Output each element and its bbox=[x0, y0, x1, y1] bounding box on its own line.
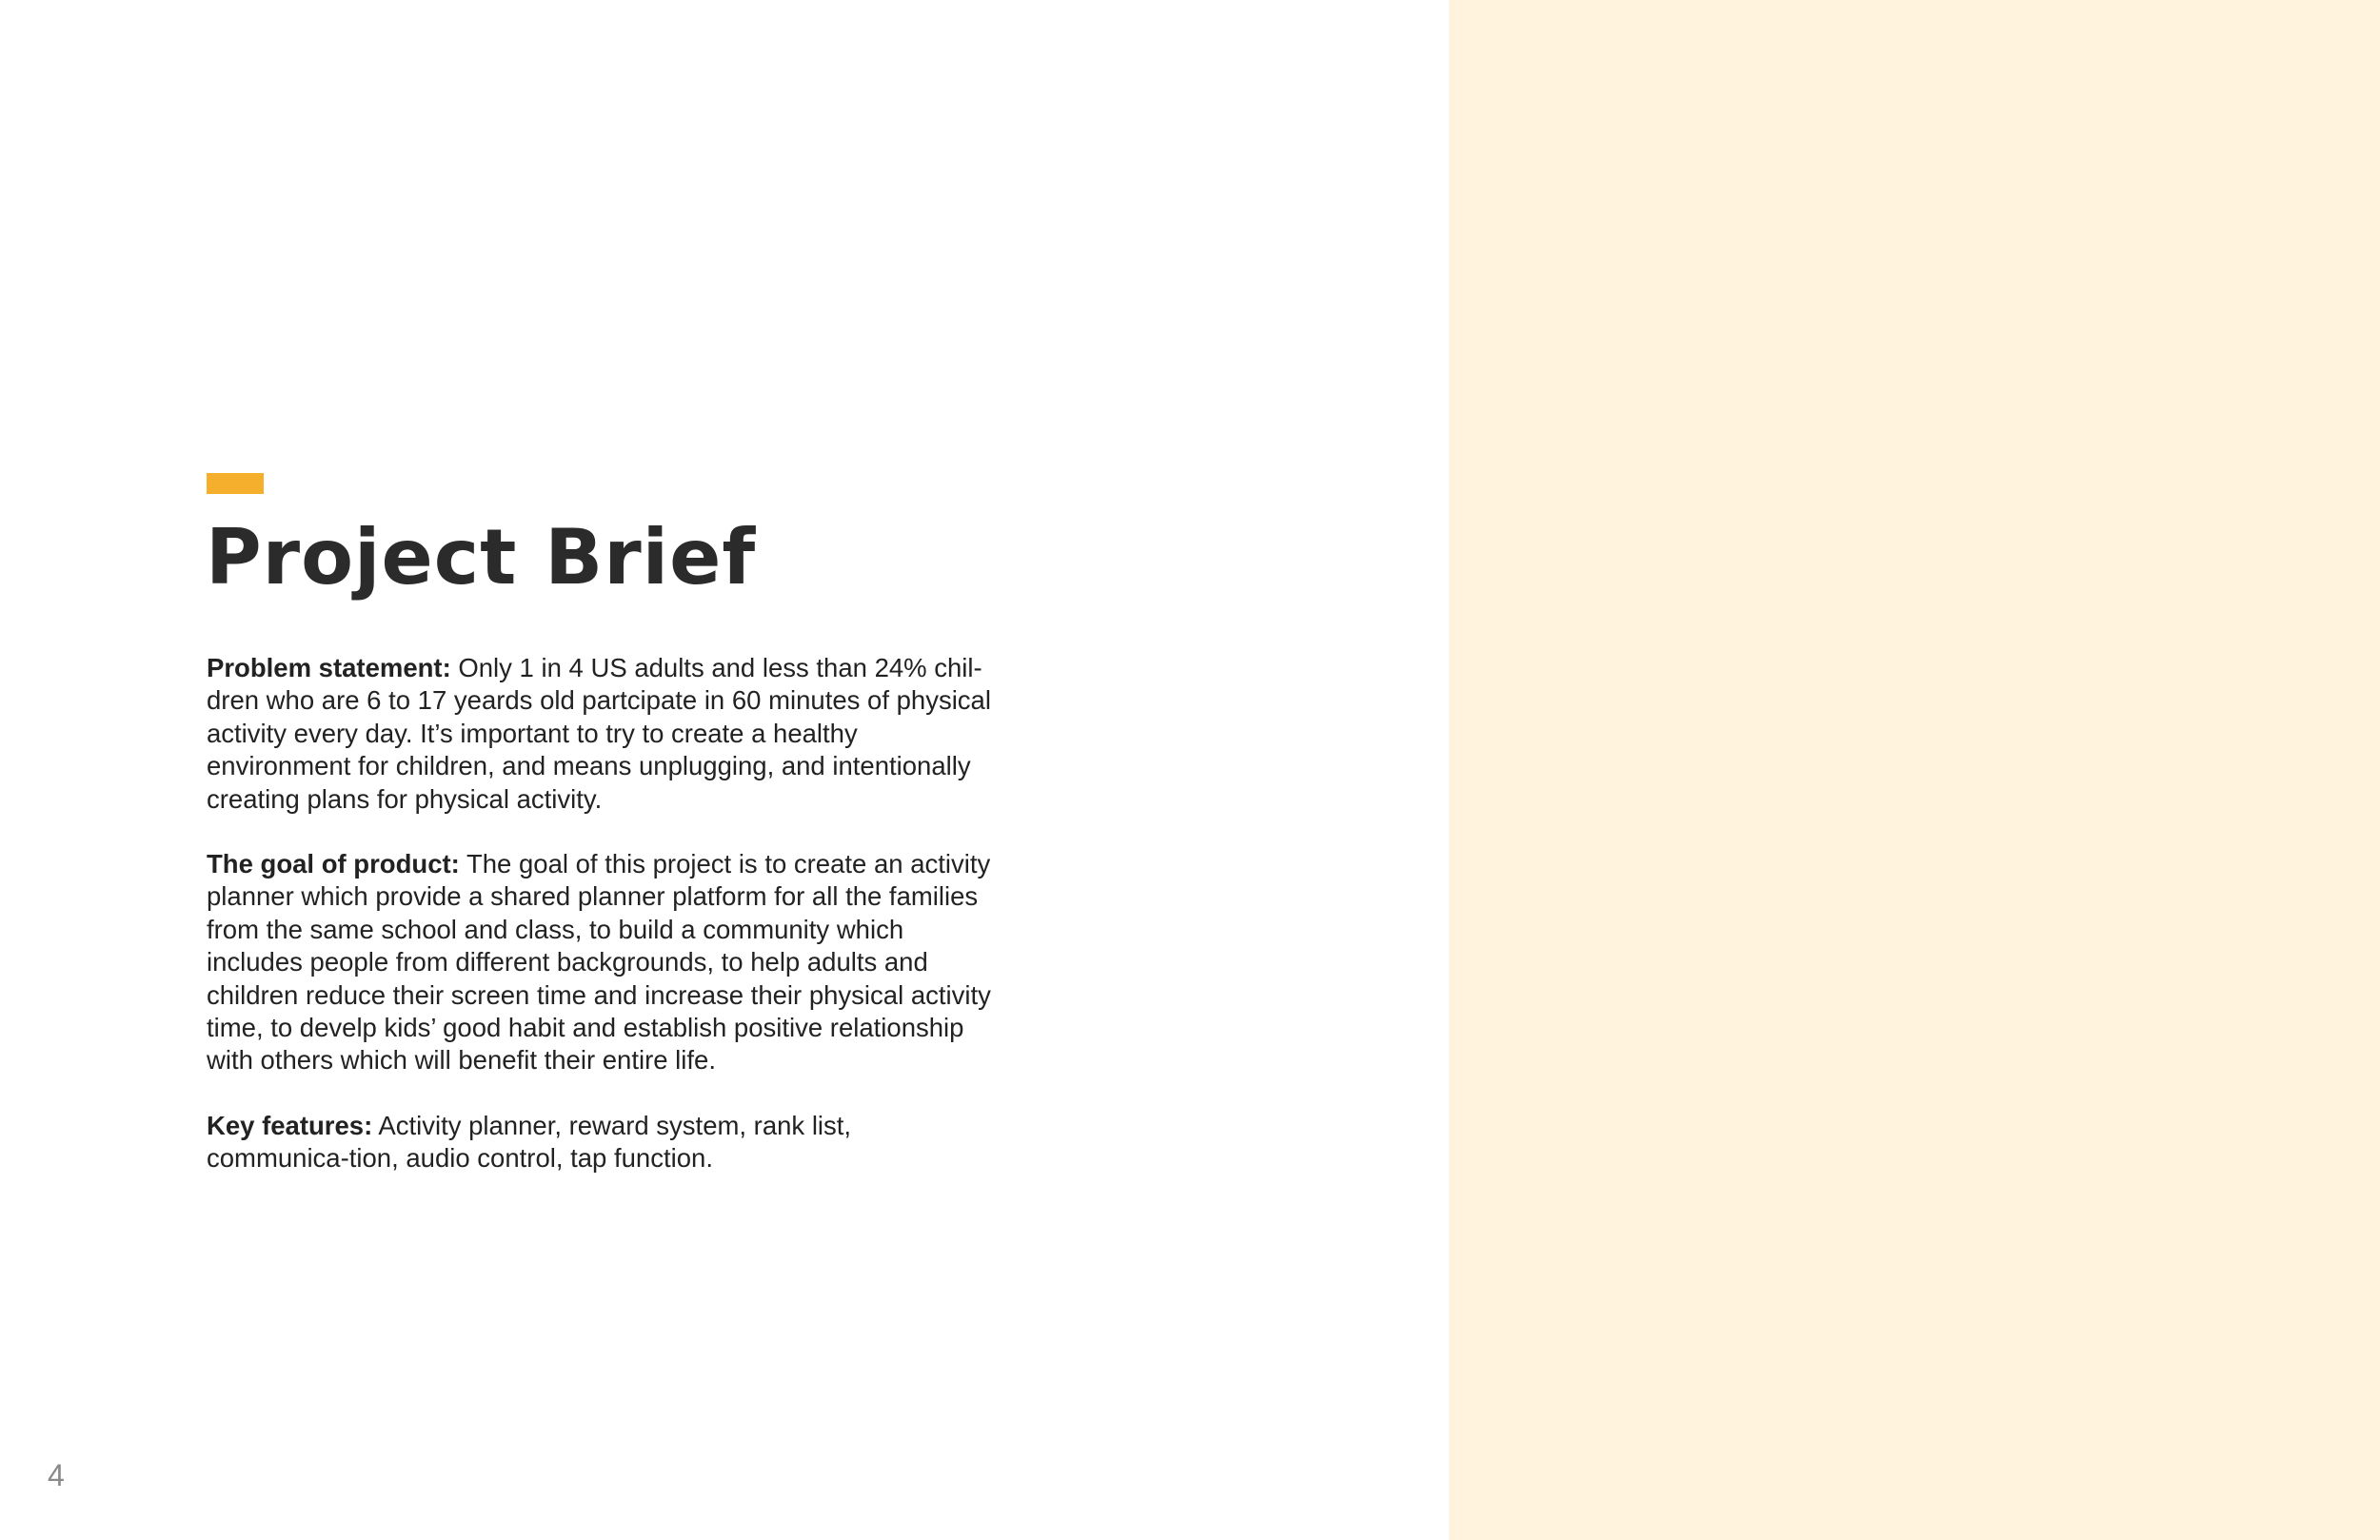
page-number: 4 bbox=[48, 1458, 65, 1492]
brief-body bbox=[207, 652, 997, 1208]
problem-statement-text: Only 1 in 4 US adults and less than 24% chil-dren who are 6 to 17 yeards old partcipate in 60 minutes of physical activity every day. It’s important to try to create a healthy environment for children, and means unplugging, and intentionally creating plans for physical activity. bbox=[207, 653, 991, 814]
problem-statement-paragraph bbox=[207, 652, 997, 816]
key-features-label: Key features: bbox=[207, 1110, 373, 1140]
title-accent-bar bbox=[207, 473, 264, 494]
goal-label: The goal of product: bbox=[207, 849, 460, 879]
key-features-text: Activity planner, reward system, rank list, communica-tion, audio control, tap function. bbox=[207, 1110, 852, 1174]
problem-statement-label: Problem statement: bbox=[207, 653, 451, 682]
goal-paragraph bbox=[207, 848, 997, 1077]
page-title: Project Brief bbox=[206, 513, 757, 602]
key-features-paragraph bbox=[207, 1110, 997, 1175]
right-image-panel bbox=[1449, 0, 2380, 1540]
goal-text: The goal of this project is to create an activity planner which provide a shared planner platform for all the families from the same school and class, to build a community which includes people from different backgrounds, to help adults and children reduce their screen time and increase their physical activity time, to develp kids’ good habit and establish positive relationship with others which will benefit their entire life. bbox=[207, 849, 991, 1076]
